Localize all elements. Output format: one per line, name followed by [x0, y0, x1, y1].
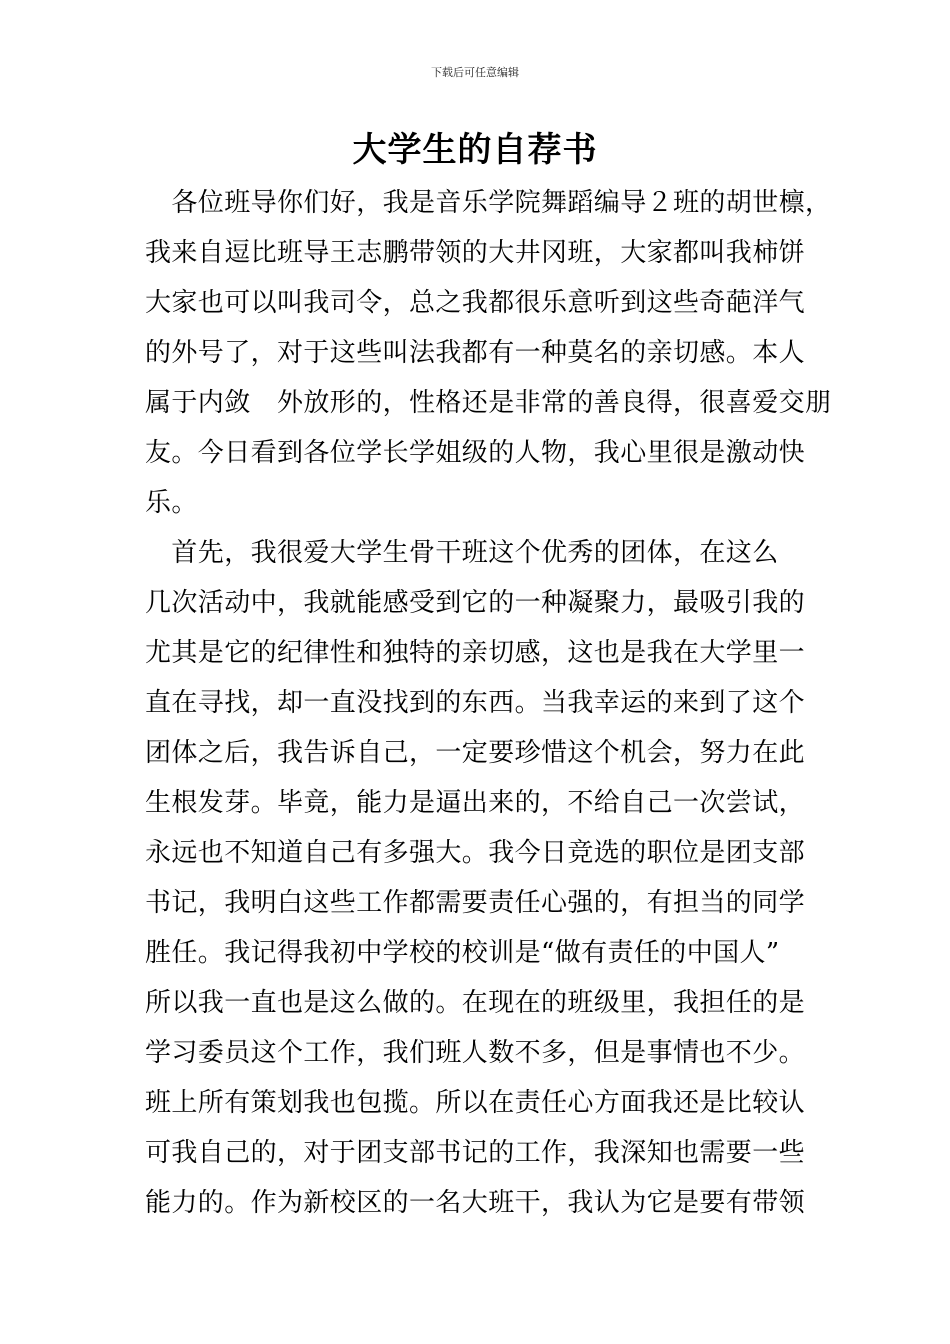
- text-line: 友。今日看到各位学长学姐级的人物，我心里很是激动快: [145, 438, 806, 468]
- text-line: 团体之后，我告诉自己，一定要珍惜这个机会，努力在此: [145, 738, 806, 768]
- text-line: 属于内敛 外放形的，性格还是非常的善良得，很喜爱交朋: [145, 388, 832, 418]
- text-line: 几次活动中，我就能感受到它的一种凝聚力，最吸引我的: [145, 588, 806, 618]
- document-body: [145, 178, 832, 1228]
- text-line: 的外号了，对于这些叫法我都有一种莫名的亲切感。本人: [145, 338, 806, 368]
- text-line: 尤其是它的纪律性和独特的亲切感，这也是我在大学里一: [145, 638, 806, 668]
- paragraph-2: [145, 528, 825, 1228]
- text-line: 大家也可以叫我司令，总之我都很乐意听到这些奇葩洋气: [145, 288, 806, 318]
- document-title: 大学生的自荐书: [352, 130, 598, 170]
- text-line: 直在寻找，却一直没找到的东西。当我幸运的来到了这个: [145, 688, 806, 718]
- text-line: 班上所有策划我也包揽。所以在责任心方面我还是比较认: [145, 1088, 806, 1118]
- paragraph-1: [145, 178, 832, 528]
- text-line: 可我自己的，对于团支部书记的工作，我深知也需要一些: [145, 1138, 806, 1168]
- text-line: 首先，我很爱大学生骨干班这个优秀的团体，在这么: [145, 538, 779, 568]
- text-line: 能力的。作为新校区的一名大班干，我认为它是要有带领: [145, 1188, 806, 1218]
- header-note: 下载后可任意编辑: [431, 66, 519, 79]
- text-line: 书记，我明白这些工作都需要责任心强的，有担当的同学: [145, 888, 806, 918]
- text-line: 所以我一直也是这么做的。在现在的班级里，我担任的是: [145, 988, 806, 1018]
- text-line: 学习委员这个工作，我们班人数不多，但是事情也不少。: [145, 1038, 806, 1068]
- text-line: 我来自逗比班导王志鹏带领的大井冈班，大家都叫我柿饼: [145, 238, 806, 268]
- text-line: 胜任。我记得我初中学校的校训是“做有责任的中国人”: [145, 938, 780, 968]
- text-line: 永远也不知道自己有多强大。我今日竞选的职位是团支部: [145, 838, 806, 868]
- text-line: 乐。: [145, 488, 198, 518]
- text-line: 生根发芽。毕竟，能力是逼出来的，不给自己一次尝试，: [145, 788, 806, 818]
- text-line: 各位班导你们好，我是音乐学院舞蹈编导２班的胡世檩，: [145, 188, 832, 218]
